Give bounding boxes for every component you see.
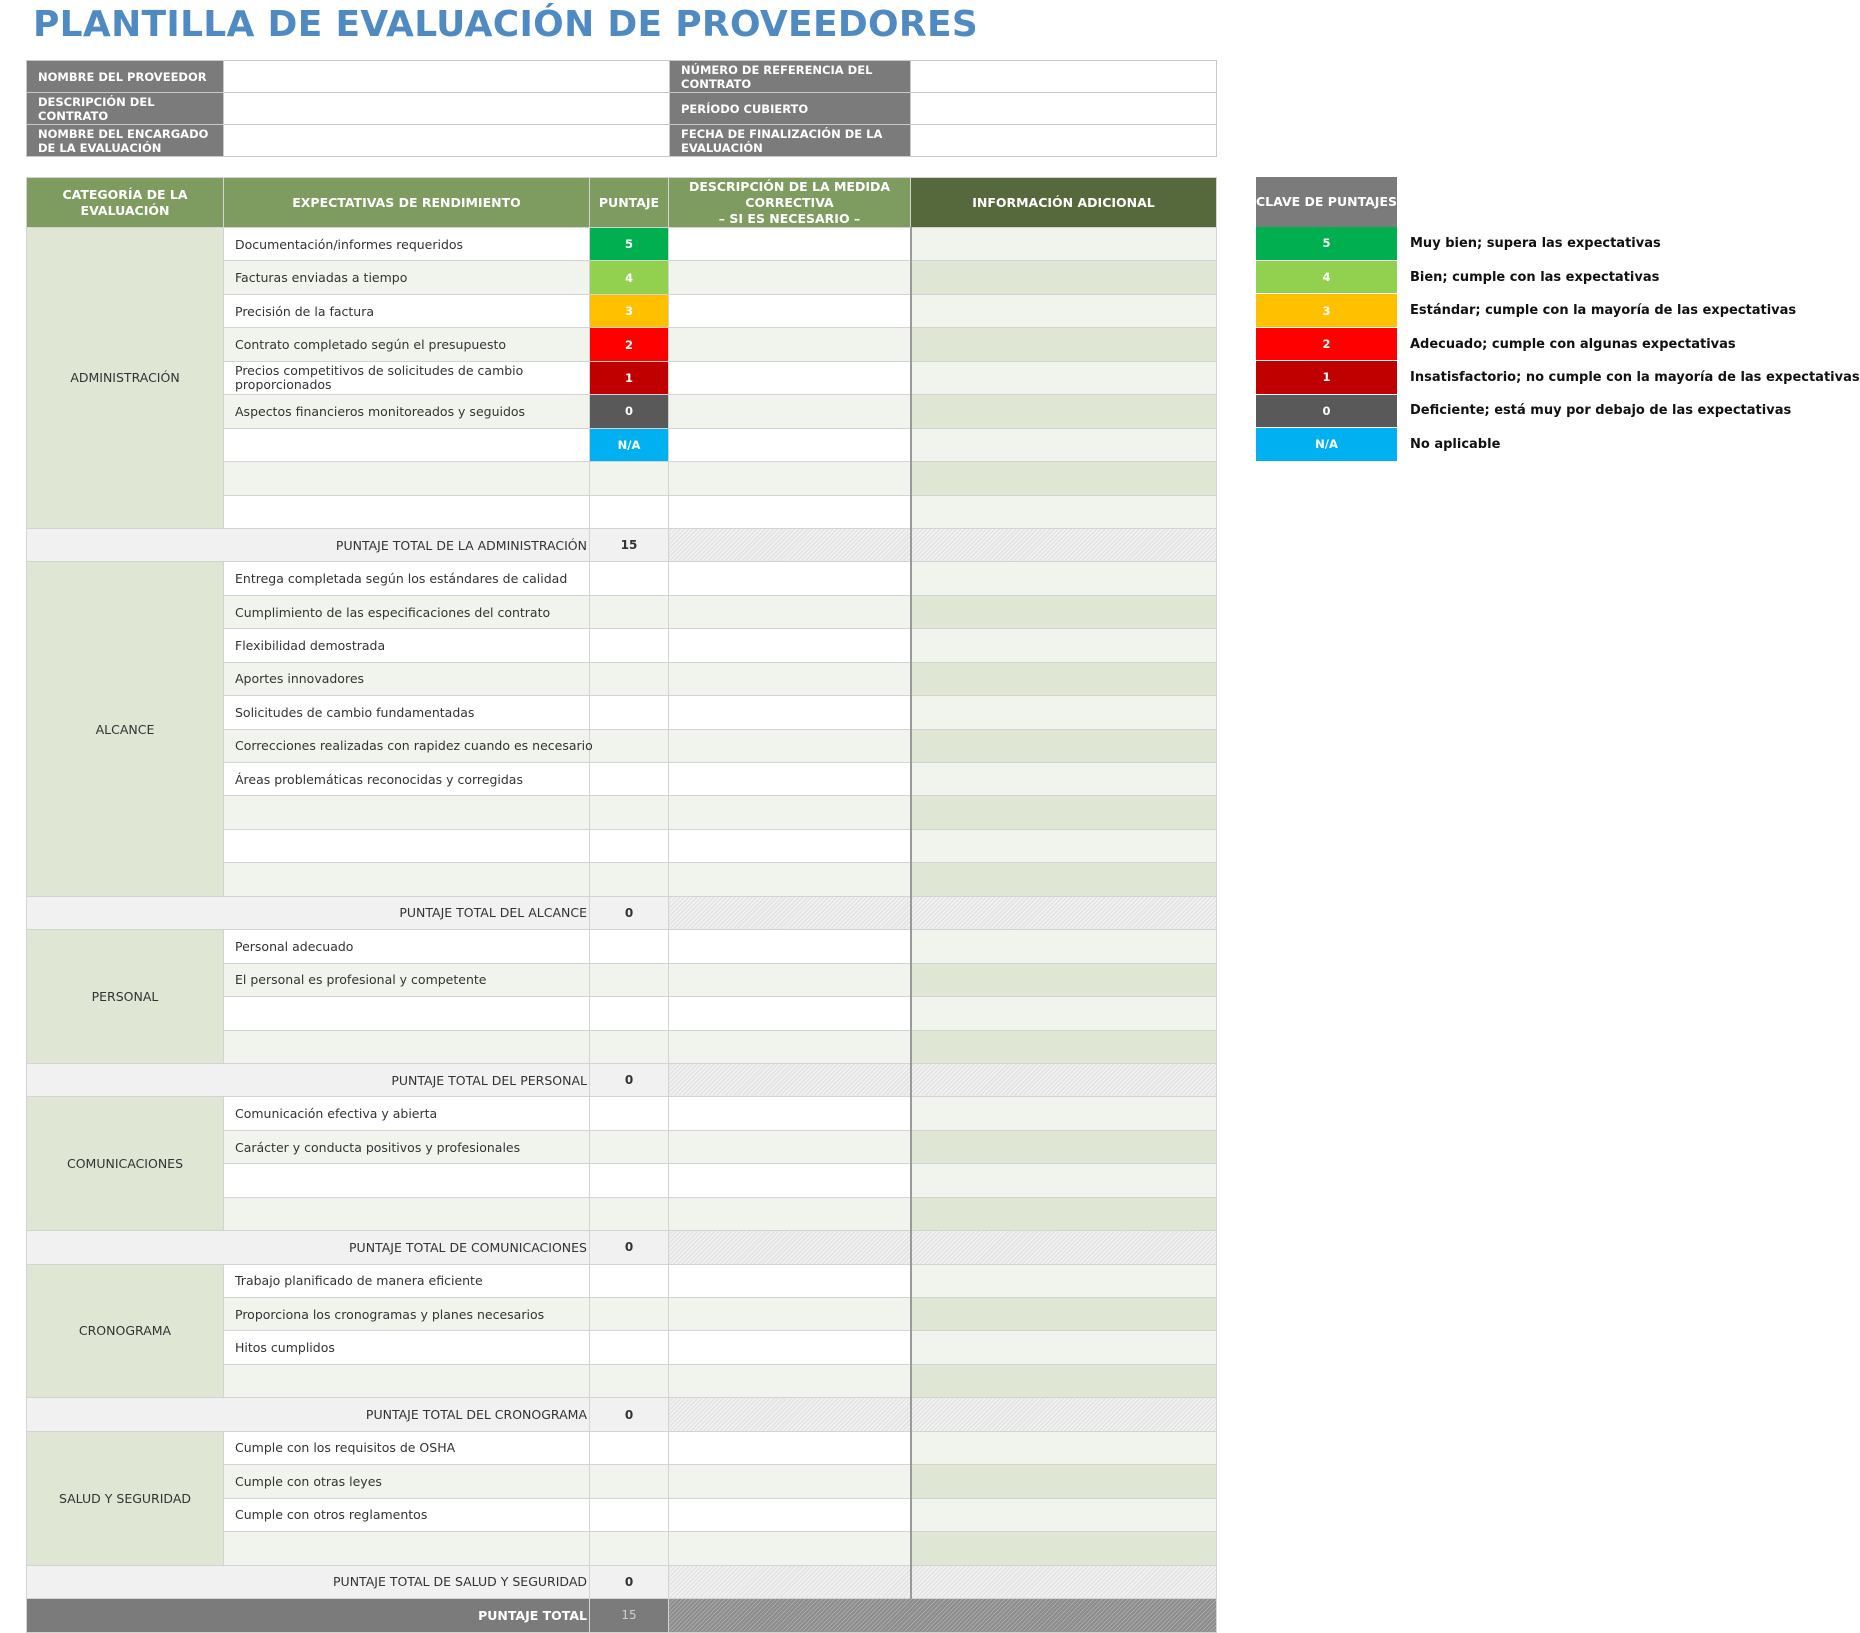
score-cell[interactable] — [590, 1298, 669, 1331]
section-total-row — [27, 528, 1217, 561]
expectation-cell[interactable] — [224, 829, 590, 862]
additional-info-cell[interactable] — [911, 261, 1217, 294]
info-label: NOMBRE DEL ENCARGADO DE LA EVALUACIÓN — [27, 125, 224, 157]
score-cell[interactable] — [590, 963, 669, 996]
category-cell: PERSONAL — [27, 930, 224, 1064]
expectation-cell[interactable]: Aportes innovadores — [224, 662, 590, 695]
expectation-cell[interactable] — [224, 1164, 590, 1197]
score-key-header: CLAVE DE PUNTAJES — [1256, 177, 1397, 227]
score-cell[interactable] — [590, 796, 669, 829]
expectation-cell[interactable]: Personal adecuado — [224, 930, 590, 963]
expectation-cell[interactable]: Precios competitivos de solicitudes de cambio proporcionados — [224, 361, 590, 394]
additional-info-cell[interactable] — [911, 228, 1217, 261]
table-row — [27, 1431, 1217, 1464]
expectation-cell[interactable]: Áreas problemáticas reconocidas y corregidas — [224, 763, 590, 796]
score-cell[interactable] — [590, 863, 669, 896]
section-total-row — [27, 1398, 1217, 1431]
score-cell[interactable] — [590, 562, 669, 595]
section-total-label: PUNTAJE TOTAL DE LA ADMINISTRACIÓN — [27, 528, 590, 561]
section-total-label: PUNTAJE TOTAL DE SALUD Y SEGURIDAD — [27, 1565, 590, 1598]
corrective-action-cell[interactable] — [669, 1097, 911, 1130]
header-category: CATEGORÍA DE LA EVALUACIÓN — [27, 178, 224, 228]
score-key-row — [1256, 260, 1860, 293]
category-cell: COMUNICACIONES — [27, 1097, 224, 1231]
additional-info-cell[interactable] — [911, 1498, 1217, 1531]
additional-info-cell[interactable] — [911, 1364, 1217, 1397]
corrective-action-cell[interactable] — [669, 1431, 911, 1464]
additional-info-cell[interactable] — [911, 1264, 1217, 1297]
expectation-cell[interactable]: Hitos cumplidos — [224, 1331, 590, 1364]
corrective-action-cell[interactable] — [669, 228, 911, 261]
corrective-action-cell[interactable] — [669, 662, 911, 695]
hatched-cell — [669, 1598, 1217, 1632]
score-key-swatch: 3 — [1256, 294, 1397, 327]
section-total-value: 0 — [590, 1231, 669, 1264]
corrective-action-cell[interactable] — [669, 1164, 911, 1197]
table-row — [27, 228, 1217, 261]
expectation-cell[interactable] — [224, 863, 590, 896]
score-cell[interactable] — [590, 462, 669, 495]
expectation-cell[interactable]: Aspectos financieros monitoreados y seguidos — [224, 395, 590, 428]
hatched-cell — [669, 528, 911, 561]
score-cell[interactable]: 0 — [590, 395, 669, 428]
corrective-action-cell[interactable] — [669, 763, 911, 796]
additional-info-cell[interactable] — [911, 1164, 1217, 1197]
table-row — [27, 1264, 1217, 1297]
info-label: NÚMERO DE REFERENCIA DEL CONTRATO — [670, 61, 911, 93]
header-corrective — [669, 178, 911, 228]
additional-info-cell[interactable] — [911, 1030, 1217, 1063]
score-cell[interactable] — [590, 662, 669, 695]
expectation-cell[interactable]: Precisión de la factura — [224, 294, 590, 327]
expectation-cell[interactable]: Entrega completada según los estándares de calidad — [224, 562, 590, 595]
additional-info-cell[interactable] — [911, 395, 1217, 428]
score-cell[interactable] — [590, 1264, 669, 1297]
score-key-row — [1256, 428, 1860, 461]
score-key-description: Adecuado; cumple con algunas expectativas — [1410, 336, 1736, 352]
corrective-action-cell[interactable] — [669, 361, 911, 394]
score-cell[interactable] — [590, 1030, 669, 1063]
additional-info-cell[interactable] — [911, 729, 1217, 762]
hatched-cell — [911, 528, 1217, 561]
score-cell[interactable] — [590, 1164, 669, 1197]
corrective-action-cell[interactable] — [669, 595, 911, 628]
corrective-action-cell[interactable] — [669, 1532, 911, 1565]
additional-info-cell[interactable] — [911, 595, 1217, 628]
score-key-swatch: 4 — [1256, 260, 1397, 293]
score-cell[interactable] — [590, 997, 669, 1030]
score-cell[interactable] — [590, 696, 669, 729]
section-total-label: PUNTAJE TOTAL DEL CRONOGRAMA — [27, 1398, 590, 1431]
info-value-field[interactable] — [224, 61, 670, 93]
additional-info-cell[interactable] — [911, 294, 1217, 327]
expectation-cell[interactable]: El personal es profesional y competente — [224, 963, 590, 996]
section-total-value: 0 — [590, 896, 669, 929]
additional-info-cell[interactable] — [911, 1532, 1217, 1565]
score-cell[interactable]: N/A — [590, 428, 669, 461]
evaluation-table — [26, 177, 1217, 1633]
score-cell[interactable] — [590, 729, 669, 762]
score-key-description: No aplicable — [1410, 436, 1501, 452]
expectation-cell[interactable] — [224, 462, 590, 495]
additional-info-cell[interactable] — [911, 1431, 1217, 1464]
expectation-cell[interactable]: Carácter y conducta positivos y profesionales — [224, 1130, 590, 1163]
grand-total-label: PUNTAJE TOTAL — [27, 1598, 590, 1632]
hatched-cell — [669, 1063, 911, 1096]
score-key-description: Muy bien; supera las expectativas — [1410, 236, 1661, 252]
expectation-cell[interactable] — [224, 428, 590, 461]
score-key-swatch: 0 — [1256, 394, 1397, 427]
section-total-label: PUNTAJE TOTAL DEL PERSONAL — [27, 1063, 590, 1096]
category-cell: CRONOGRAMA — [27, 1264, 224, 1398]
additional-info-cell[interactable] — [911, 1298, 1217, 1331]
score-cell[interactable] — [590, 1431, 669, 1464]
expectation-cell[interactable]: Proporciona los cronogramas y planes necesarios — [224, 1298, 590, 1331]
info-label: FECHA DE FINALIZACIÓN DE LA EVALUACIÓN — [670, 125, 911, 157]
expectation-cell[interactable] — [224, 495, 590, 528]
score-key-row — [1256, 327, 1860, 360]
additional-info-cell[interactable] — [911, 763, 1217, 796]
score-cell[interactable] — [590, 1331, 669, 1364]
corrective-action-cell[interactable] — [669, 1130, 911, 1163]
score-cell[interactable]: 3 — [590, 294, 669, 327]
additional-info-cell[interactable] — [911, 562, 1217, 595]
header-corrective-note: – SI ES NECESARIO – — [718, 210, 861, 226]
hatched-cell — [911, 896, 1217, 929]
expectation-cell[interactable]: Solicitudes de cambio fundamentadas — [224, 696, 590, 729]
corrective-action-cell[interactable] — [669, 395, 911, 428]
page-title: PLANTILLA DE EVALUACIÓN DE PROVEEDORES — [33, 4, 979, 45]
hatched-cell — [669, 1231, 911, 1264]
expectation-cell[interactable]: Facturas enviadas a tiempo — [224, 261, 590, 294]
section-total-row — [27, 896, 1217, 929]
hatched-cell — [911, 1231, 1217, 1264]
section-total-label: PUNTAJE TOTAL DEL ALCANCE — [27, 896, 590, 929]
contract-info-table — [26, 60, 1217, 157]
section-total-value: 0 — [590, 1565, 669, 1598]
expectation-cell[interactable] — [224, 1030, 590, 1063]
score-key-description: Estándar; cumple con la mayoría de las expectativas — [1410, 303, 1797, 319]
additional-info-cell[interactable] — [911, 428, 1217, 461]
expectation-cell[interactable]: Documentación/informes requeridos — [224, 228, 590, 261]
score-key-description: Insatisfactorio; no cumple con la mayoría de las expectativas — [1410, 369, 1860, 385]
score-cell[interactable] — [590, 829, 669, 862]
corrective-action-cell[interactable] — [669, 1331, 911, 1364]
score-cell[interactable] — [590, 495, 669, 528]
corrective-action-cell[interactable] — [669, 930, 911, 963]
grand-total-row — [27, 1598, 1217, 1632]
info-label: NOMBRE DEL PROVEEDOR — [27, 61, 224, 93]
additional-info-cell[interactable] — [911, 1331, 1217, 1364]
expectation-cell[interactable]: Cumple con otros reglamentos — [224, 1498, 590, 1531]
corrective-action-cell[interactable] — [669, 328, 911, 361]
score-cell[interactable] — [590, 1364, 669, 1397]
table-row — [27, 930, 1217, 963]
score-cell[interactable] — [590, 930, 669, 963]
score-cell[interactable] — [590, 1498, 669, 1531]
score-cell[interactable]: 4 — [590, 261, 669, 294]
additional-info-cell[interactable] — [911, 863, 1217, 896]
corrective-action-cell[interactable] — [669, 696, 911, 729]
score-key-row — [1256, 394, 1860, 427]
score-key-row — [1256, 227, 1860, 260]
corrective-action-cell[interactable] — [669, 1030, 911, 1063]
info-row — [27, 93, 1217, 125]
section-total-label: PUNTAJE TOTAL DE COMUNICACIONES — [27, 1231, 590, 1264]
additional-info-cell[interactable] — [911, 1197, 1217, 1230]
info-value-field[interactable] — [911, 93, 1217, 125]
hatched-cell — [669, 896, 911, 929]
additional-info-cell[interactable] — [911, 829, 1217, 862]
additional-info-cell[interactable] — [911, 930, 1217, 963]
expectation-cell[interactable] — [224, 796, 590, 829]
additional-info-cell[interactable] — [911, 796, 1217, 829]
additional-info-cell[interactable] — [911, 696, 1217, 729]
grand-total-value: 15 — [590, 1598, 669, 1632]
expectation-cell[interactable]: Cumplimiento de las especificaciones del contrato — [224, 595, 590, 628]
expectation-cell[interactable]: Flexibilidad demostrada — [224, 629, 590, 662]
expectation-cell[interactable] — [224, 997, 590, 1030]
score-key-header-row — [1256, 177, 1860, 227]
header-corrective-title: DESCRIPCIÓN DE LA MEDIDA CORRECTIVA — [688, 178, 891, 210]
corrective-action-cell[interactable] — [669, 462, 911, 495]
score-cell[interactable] — [590, 1130, 669, 1163]
corrective-action-cell[interactable] — [669, 1197, 911, 1230]
score-cell[interactable]: 5 — [590, 228, 669, 261]
expectation-cell[interactable]: Cumple con los requisitos de OSHA — [224, 1431, 590, 1464]
score-key-swatch: 5 — [1256, 227, 1397, 260]
hatched-cell — [911, 1398, 1217, 1431]
expectation-cell[interactable] — [224, 1197, 590, 1230]
additional-info-cell[interactable] — [911, 662, 1217, 695]
expectation-cell[interactable]: Contrato completado según el presupuesto — [224, 328, 590, 361]
section-total-value: 15 — [590, 528, 669, 561]
header-expectations: EXPECTATIVAS DE RENDIMIENTO — [224, 178, 590, 228]
header-additional: INFORMACIÓN ADICIONAL — [911, 178, 1217, 228]
corrective-action-cell[interactable] — [669, 261, 911, 294]
score-cell[interactable] — [590, 1532, 669, 1565]
score-cell[interactable] — [590, 1097, 669, 1130]
expectation-cell[interactable]: Cumple con otras leyes — [224, 1465, 590, 1498]
score-cell[interactable] — [590, 1465, 669, 1498]
score-key-swatch: N/A — [1256, 428, 1397, 461]
section-total-row — [27, 1063, 1217, 1096]
score-key-description: Bien; cumple con las expectativas — [1410, 269, 1660, 285]
score-key-row — [1256, 294, 1860, 327]
additional-info-cell[interactable] — [911, 997, 1217, 1030]
info-label: DESCRIPCIÓN DEL CONTRATO — [27, 93, 224, 125]
corrective-action-cell[interactable] — [669, 428, 911, 461]
additional-info-cell[interactable] — [911, 629, 1217, 662]
additional-info-cell[interactable] — [911, 1097, 1217, 1130]
info-row — [27, 125, 1217, 157]
corrective-action-cell[interactable] — [669, 1465, 911, 1498]
category-cell: SALUD Y SEGURIDAD — [27, 1431, 224, 1565]
table-header-row — [27, 178, 1217, 228]
corrective-action-cell[interactable] — [669, 796, 911, 829]
info-value-field[interactable] — [224, 125, 670, 157]
info-label: PERÍODO CUBIERTO — [670, 93, 911, 125]
table-row — [27, 562, 1217, 595]
info-value-field[interactable] — [224, 93, 670, 125]
corrective-action-cell[interactable] — [669, 963, 911, 996]
score-key-swatch: 1 — [1256, 361, 1397, 394]
score-key-table — [1256, 177, 1860, 462]
corrective-action-cell[interactable] — [669, 1298, 911, 1331]
score-cell[interactable]: 1 — [590, 361, 669, 394]
hatched-cell — [669, 1398, 911, 1431]
hatched-cell — [911, 1565, 1217, 1598]
category-cell: ADMINISTRACIÓN — [27, 228, 224, 529]
expectation-cell[interactable] — [224, 1532, 590, 1565]
section-total-value: 0 — [590, 1398, 669, 1431]
expectation-cell[interactable] — [224, 1364, 590, 1397]
corrective-action-cell[interactable] — [669, 1498, 911, 1531]
additional-info-cell[interactable] — [911, 1130, 1217, 1163]
score-cell[interactable] — [590, 1197, 669, 1230]
corrective-action-cell[interactable] — [669, 829, 911, 862]
corrective-action-cell[interactable] — [669, 294, 911, 327]
score-cell[interactable]: 2 — [590, 328, 669, 361]
score-cell[interactable] — [590, 595, 669, 628]
info-value-field[interactable] — [911, 125, 1217, 157]
score-cell[interactable] — [590, 629, 669, 662]
additional-info-cell[interactable] — [911, 963, 1217, 996]
corrective-action-cell[interactable] — [669, 729, 911, 762]
score-key-swatch: 2 — [1256, 327, 1397, 360]
score-key-row — [1256, 361, 1860, 394]
score-cell[interactable] — [590, 763, 669, 796]
additional-info-cell[interactable] — [911, 495, 1217, 528]
section-total-row — [27, 1565, 1217, 1598]
hatched-cell — [911, 1063, 1217, 1096]
header-score: PUNTAJE — [590, 178, 669, 228]
additional-info-cell[interactable] — [911, 361, 1217, 394]
additional-info-cell[interactable] — [911, 1465, 1217, 1498]
hatched-cell — [669, 1565, 911, 1598]
section-total-value: 0 — [590, 1063, 669, 1096]
additional-info-cell[interactable] — [911, 328, 1217, 361]
corrective-action-cell[interactable] — [669, 1364, 911, 1397]
section-total-row — [27, 1231, 1217, 1264]
corrective-action-cell[interactable] — [669, 997, 911, 1030]
category-cell: ALCANCE — [27, 562, 224, 896]
corrective-action-cell[interactable] — [669, 863, 911, 896]
score-key-description: Deficiente; está muy por debajo de las expectativas — [1410, 403, 1792, 419]
info-row — [27, 61, 1217, 93]
expectation-cell[interactable]: Comunicación efectiva y abierta — [224, 1097, 590, 1130]
corrective-action-cell[interactable] — [669, 495, 911, 528]
expectation-cell[interactable]: Trabajo planificado de manera eficiente — [224, 1264, 590, 1297]
info-value-field[interactable] — [911, 61, 1217, 93]
corrective-action-cell[interactable] — [669, 1264, 911, 1297]
additional-info-cell[interactable] — [911, 462, 1217, 495]
corrective-action-cell[interactable] — [669, 629, 911, 662]
expectation-cell[interactable]: Correcciones realizadas con rapidez cuando es necesario — [224, 729, 590, 762]
table-row — [27, 1097, 1217, 1130]
corrective-action-cell[interactable] — [669, 562, 911, 595]
